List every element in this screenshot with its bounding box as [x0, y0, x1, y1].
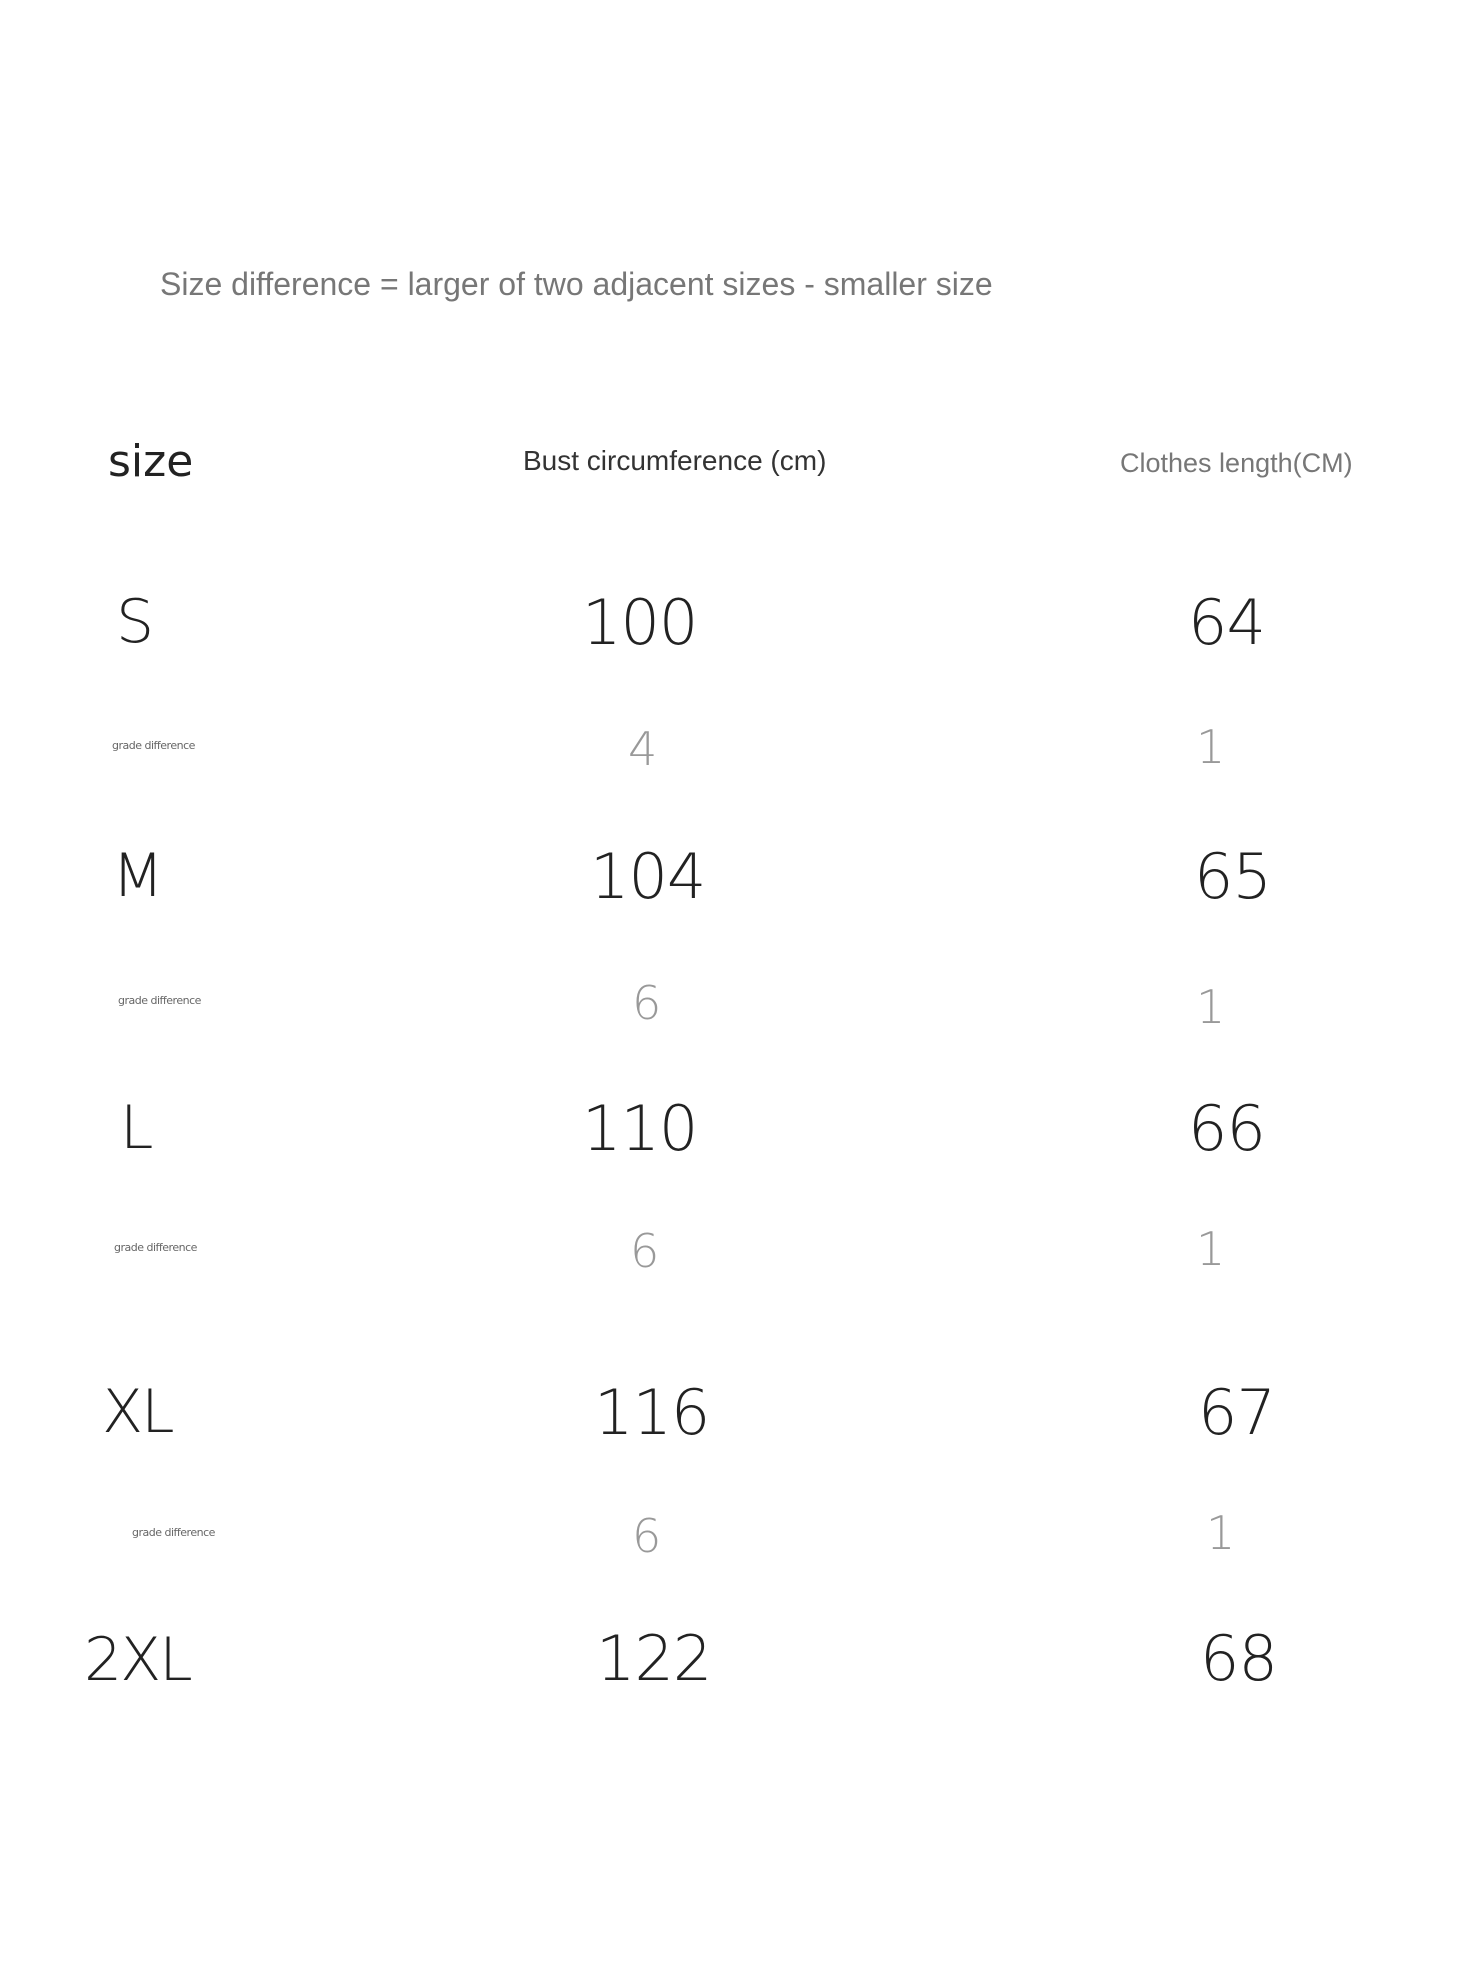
grade-length-value: 1 [1196, 980, 1226, 1034]
grade-bust-value: 4 [628, 722, 658, 776]
grade-length-value: 1 [1206, 1506, 1236, 1560]
size-difference-note: Size difference = larger of two adjacent sizes - smaller size [160, 266, 993, 302]
length-value-xl: 67 [1198, 1376, 1275, 1449]
grade-length-value: 1 [1196, 720, 1226, 774]
size-column-header: size [108, 436, 194, 487]
grade-difference-label: grade difference [132, 1526, 215, 1539]
grade-bust-value: 6 [630, 1224, 660, 1278]
grade-difference-label: grade difference [114, 1241, 197, 1254]
bust-value-2xl: 122 [596, 1622, 712, 1695]
size-label-2xl: 2XL [84, 1625, 191, 1695]
length-column-header: Clothes length(CM) [1120, 448, 1353, 478]
grade-length-value: 1 [1196, 1222, 1226, 1276]
size-label-l: L [120, 1093, 152, 1163]
bust-value-s: 100 [582, 586, 698, 659]
grade-difference-label: grade difference [118, 994, 201, 1007]
length-value-2xl: 68 [1200, 1622, 1277, 1695]
bust-value-xl: 116 [594, 1376, 710, 1449]
grade-bust-value: 6 [632, 1509, 662, 1563]
length-value-m: 65 [1194, 840, 1271, 913]
length-value-s: 64 [1188, 586, 1265, 659]
grade-bust-value: 6 [632, 976, 662, 1030]
size-label-xl: XL [102, 1377, 173, 1447]
grade-difference-label: grade difference [112, 739, 195, 752]
size-label-m: M [112, 841, 162, 911]
length-value-l: 66 [1188, 1092, 1265, 1165]
bust-column-header: Bust circumference (cm) [523, 445, 827, 476]
size-label-s: S [116, 587, 153, 657]
bust-value-m: 104 [590, 840, 706, 913]
bust-value-l: 110 [582, 1092, 698, 1165]
